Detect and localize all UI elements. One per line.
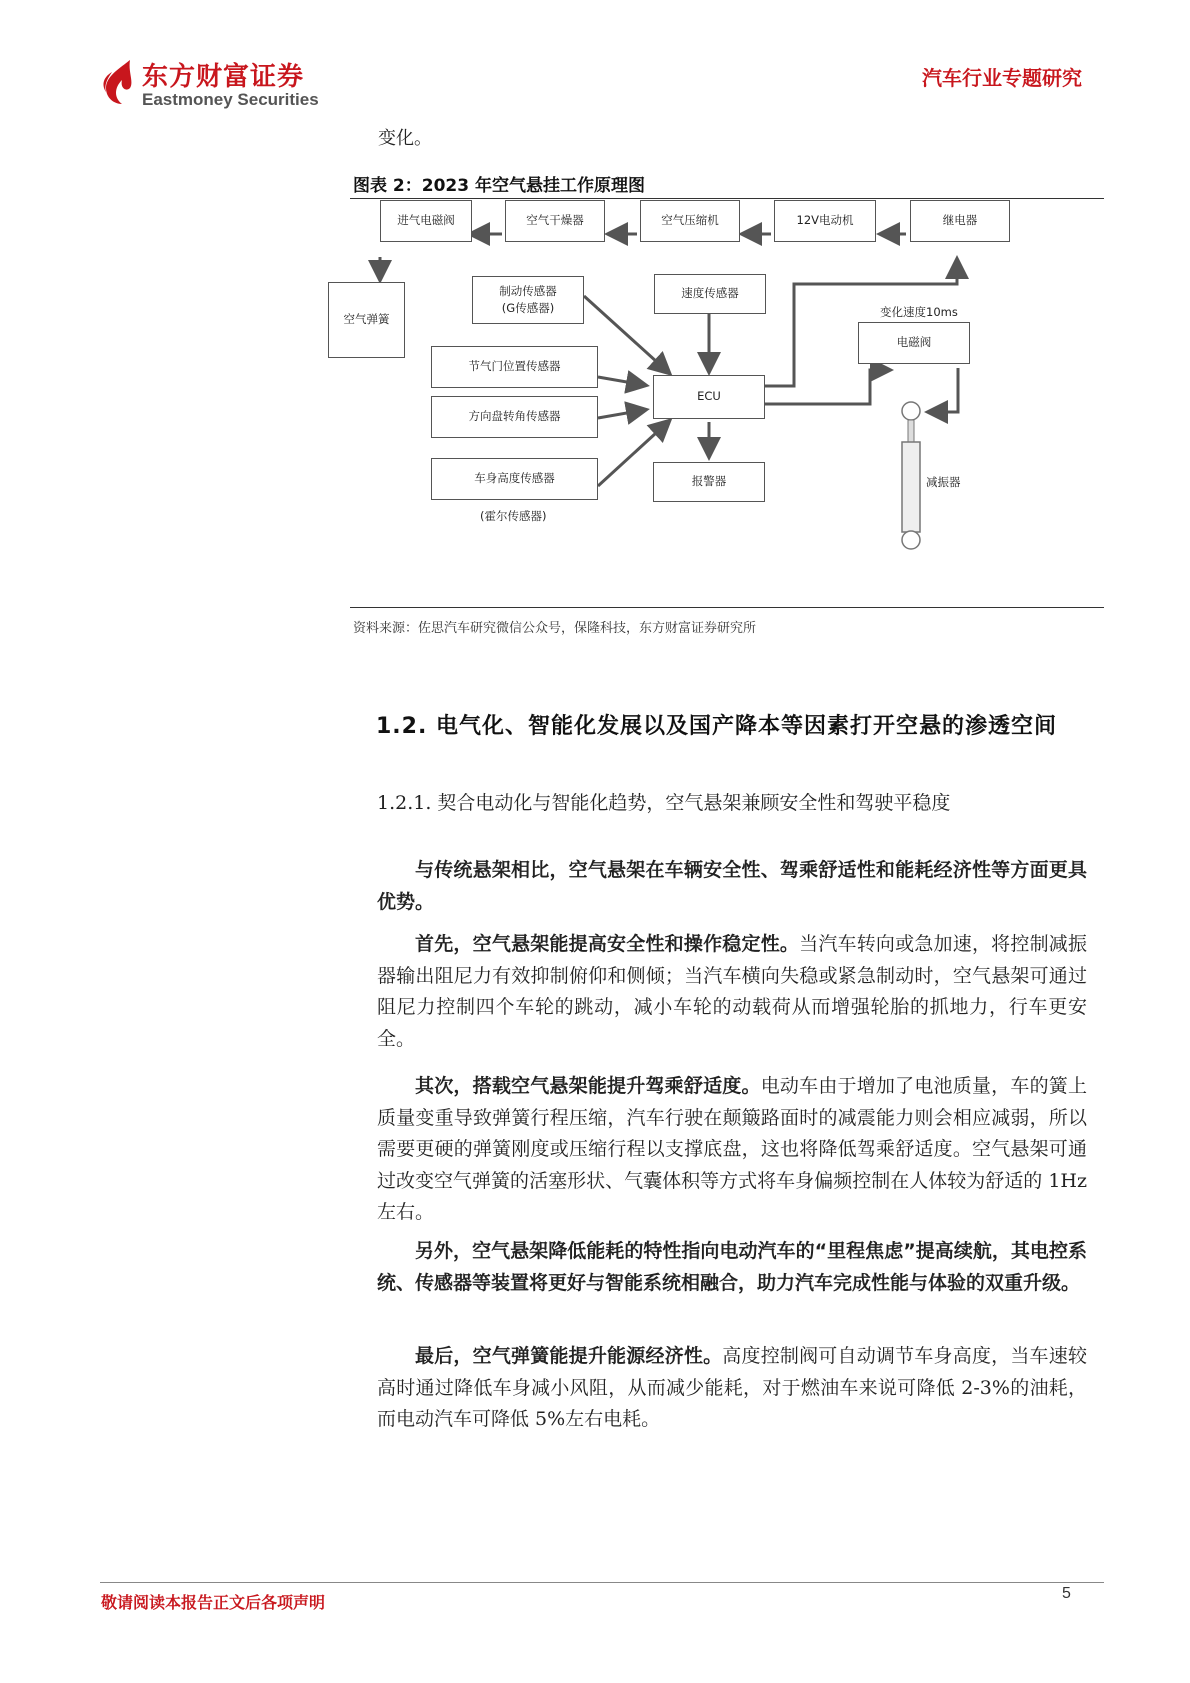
- solenoid-valve-box: 电磁阀: [858, 322, 970, 364]
- paragraph-5-bold: 最后，空气弹簧能提升能源经济性。: [415, 1345, 723, 1367]
- logo-english-name: Eastmoney Securities: [142, 90, 319, 109]
- page-number: 5: [1062, 1585, 1071, 1602]
- figure-bottom-rule: [350, 607, 1104, 608]
- g-sensor-label: (G传感器): [501, 301, 555, 315]
- hall-sensor-label: (霍尔传感器): [480, 509, 547, 523]
- paragraph-4-bold: 另外，空气悬架降低能耗的特性指向电动汽车的“里程焦虑”提高续航，其电控系统、传感器等装置将更好与智能系统相融合，助力汽车完成性能与体验的双重升级。: [377, 1240, 1087, 1294]
- footer-rule: [100, 1582, 1104, 1583]
- company-logo: [100, 52, 340, 110]
- footer-disclaimer: 敬请阅读本报告正文后各项声明: [101, 1593, 326, 1612]
- damper-icon: [902, 402, 920, 549]
- section-title: 1.2. 电气化、智能化发展以及国产降本等因素打开空悬的渗透空间: [376, 714, 1057, 739]
- paragraph-1: [377, 855, 1087, 918]
- subsection-title: 1.2.1. 契合电动化与智能化趋势，空气悬架兼顾安全性和驾驶平稳度: [377, 792, 951, 814]
- figure-source: 资料来源：佐思汽车研究微信公众号，保隆科技，东方财富证券研究所: [353, 621, 757, 636]
- solenoid-to-damper-arrow: [930, 368, 958, 412]
- paragraph-4: [377, 1236, 1087, 1299]
- paragraph-3-bold: 其次，搭载空气悬架能提升驾乘舒适度。: [415, 1075, 761, 1097]
- air-compressor-box: 空气压缩机: [640, 200, 740, 242]
- flame-logo-icon: [100, 58, 140, 106]
- brake-sensor-label: 制动传感器: [499, 283, 557, 298]
- ecu-box: ECU: [653, 375, 765, 419]
- brake-sensor-box: [472, 276, 584, 324]
- speed-sensor-box: 速度传感器: [654, 274, 766, 314]
- paragraph-2: [377, 929, 1087, 1055]
- steering-sensor-box: 方向盘转角传感器: [431, 396, 598, 438]
- paragraph-1-bold: 与传统悬架相比，空气悬架在车辆安全性、驾乘舒适性和能耗经济性等方面更具优势。: [377, 859, 1087, 913]
- height-sensor-box: 车身高度传感器: [431, 458, 598, 500]
- logo-chinese-name: 东方财富证券: [142, 62, 305, 92]
- paragraph-2-text: 当汽车转向或急加速，将控制减振器输出阻尼力有效抑制俯仰和侧倾；当汽车横向失稳或紧急制动时，空气悬架可通过阻尼力控制四个车轮的跳动，减小车轮的动载荷从而增强轮胎的抓地力，行车更安全。: [377, 933, 1087, 1050]
- figure-top-rule: [350, 198, 1104, 199]
- air-spring-box: 空气弹簧: [328, 282, 405, 358]
- steering-to-ecu-arrow: [598, 410, 644, 418]
- figure-caption: 图表 2：2023 年空气悬挂工作原理图: [353, 176, 645, 196]
- air-dryer-box: 空气干燥器: [505, 200, 605, 242]
- paragraph-5: [377, 1341, 1087, 1436]
- lead-text: 变化。: [378, 128, 432, 149]
- paragraph-3-text: 电动车由于增加了电池质量，车的簧上质量变重导致弹簧行程压缩，汽车行驶在颠簸路面时的减震能力则会相应减弱，所以需要更硬的弹簧刚度或压缩行程以支撑底盘，这也将降低驾乘舒适度。空气悬架可通过改变空气弹簧的活塞形状、气囊体积等方式将车身偏频控制在人体较为舒适的 1Hz 左右。: [377, 1075, 1087, 1223]
- throttle-sensor-box: 节气门位置传感器: [431, 346, 598, 388]
- paragraph-3: [377, 1071, 1087, 1229]
- motor-box: 12V电动机: [774, 200, 876, 242]
- relay-box: 继电器: [910, 200, 1010, 242]
- alarm-box: 报警器: [653, 462, 765, 502]
- paragraph-2-bold: 首先，空气悬架能提高安全性和操作稳定性。: [415, 933, 800, 955]
- intake-valve-box: 进气电磁阀: [380, 200, 472, 242]
- throttle-to-ecu-arrow: [598, 377, 644, 385]
- paragraph-5-text: 高度控制阀可自动调节车身高度，当车速较高时通过降低车身减小风阻，从而减少能耗，对于燃油车来说可降低 2-3%的油耗，而电动汽车可降低 5%左右电耗。: [377, 1345, 1087, 1430]
- damper-label: 减振器: [926, 475, 961, 489]
- air-suspension-diagram: [343, 200, 1104, 605]
- report-type-title: 汽车行业专题研究: [922, 66, 1082, 90]
- change-speed-label: 变化速度10ms: [880, 305, 958, 319]
